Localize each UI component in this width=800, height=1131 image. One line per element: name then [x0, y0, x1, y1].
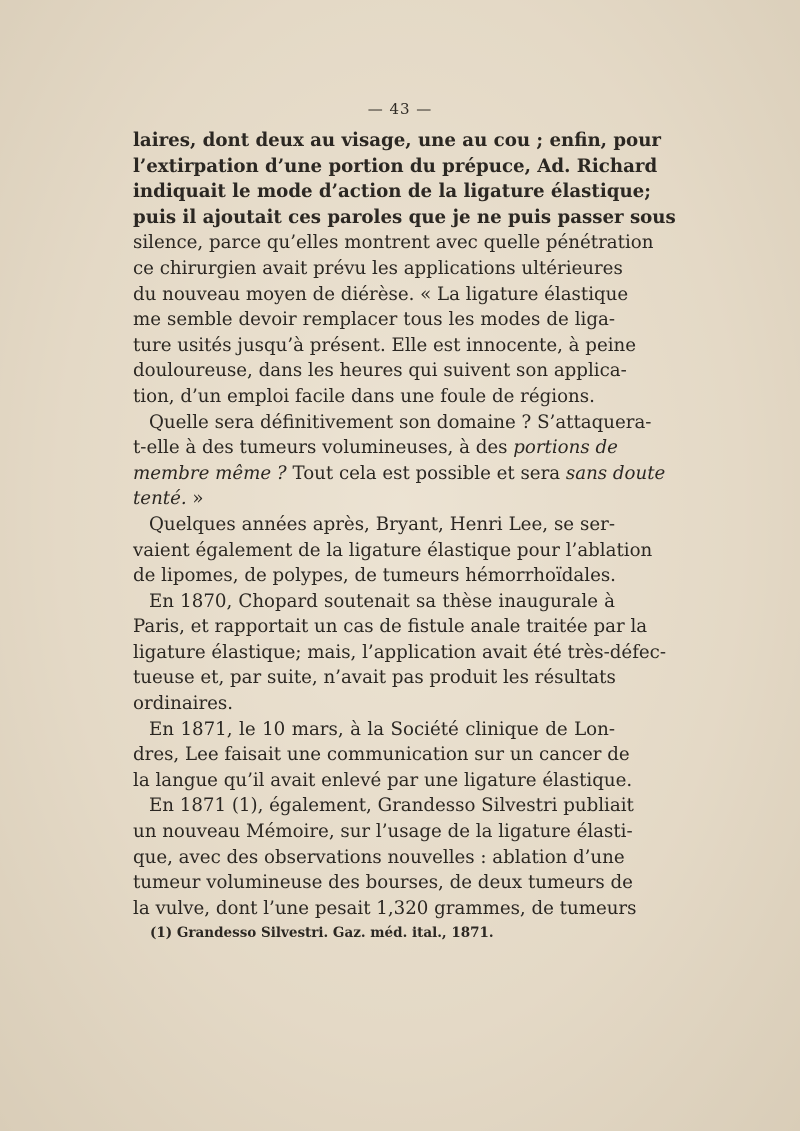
text-line — [133, 128, 661, 154]
text-line — [133, 512, 615, 538]
italic-text: membre même ? — [133, 462, 287, 484]
text-line — [133, 435, 618, 461]
line-text: un nouveau Mémoire, sur l’usage de la ligature élasti- — [133, 821, 633, 843]
line-text: tueuse et, par suite, n’avait pas produit les résultats — [133, 667, 616, 689]
text-line — [133, 793, 634, 819]
text-line — [133, 538, 653, 564]
line-text: la langue qu’il avait enlevé par une ligature élastique. — [133, 769, 633, 791]
line-text: tumeur volumineuse des bourses, de deux tumeurs de — [133, 872, 633, 894]
italic-text: sans doute — [565, 462, 666, 484]
line-text: En 1871, le 10 mars, à la Société clinique de Lon- — [149, 718, 615, 740]
text-line — [133, 333, 636, 359]
text-line — [133, 819, 633, 845]
line-text: ce chirurgien avait prévu les applications ultérieures — [133, 257, 623, 279]
text-line — [133, 358, 627, 384]
line-text: Paris, et rapportait un cas de fistule anale traitée par la — [133, 616, 648, 638]
line-text: ordinaires. — [133, 693, 234, 715]
text-line — [133, 384, 615, 410]
line-text: Quelle sera définitivement son domaine ? S’attaquera- — [149, 411, 652, 433]
line-text: que, avec des observations nouvelles : ablation d’une — [133, 846, 625, 868]
text-line — [133, 768, 633, 794]
text-line — [133, 896, 637, 922]
text-line — [133, 845, 625, 871]
line-text: puis il ajoutait ces paroles que je ne puis passer sous — [133, 206, 676, 228]
text-line — [133, 282, 629, 308]
body-text — [133, 128, 676, 921]
line-text: laires, dont deux au visage, une au cou ; enfin, pour — [133, 130, 661, 151]
line-text: tion, d’un emploi facile dans une foule de régions. — [133, 385, 595, 407]
line-text: Tout cela est possible et sera — [286, 462, 566, 484]
line-text: En 1871 (1), également, Grandesso Silvestri publiait — [149, 795, 634, 817]
text-line — [133, 563, 615, 589]
page-number: — 43 — — [367, 100, 433, 118]
footnote: (1) Grandesso Silvestri. Gaz. méd. ital., 1871. — [150, 925, 494, 941]
line-text: douloureuse, dans les heures qui suivent son applica- — [133, 360, 627, 382]
line-text: indiquait le mode d’action de la ligature élastique; — [133, 181, 651, 203]
text-line — [133, 461, 666, 487]
text-line — [133, 205, 676, 231]
text-line — [133, 486, 615, 512]
text-line — [133, 230, 654, 256]
text-line — [133, 307, 615, 333]
line-text: ture usités jusqu’à présent. Elle est innocente, à peine — [133, 334, 636, 356]
line-text: me semble devoir remplacer tous les modes de liga- — [133, 309, 615, 331]
line-text: Quelques années après, Bryant, Henri Lee, se ser- — [149, 513, 615, 535]
text-line — [133, 410, 652, 436]
text-line — [133, 742, 630, 768]
line-text: la vulve, dont l’une pesait 1,320 grammes, de tumeurs — [133, 897, 637, 919]
text-line — [133, 665, 615, 691]
line-text: de lipomes, de polypes, de tumeurs hémorrhoïdales. — [133, 565, 616, 587]
italic-text: portions de — [513, 437, 618, 459]
line-text: du nouveau moyen de diérèse. « La ligature élastique — [133, 283, 629, 305]
line-text: ligature élastique; mais, l’application avait été très-défec- — [133, 641, 667, 663]
text-line — [133, 870, 633, 896]
line-text: En 1870, Chopard soutenait sa thèse inaugurale à — [149, 590, 615, 612]
line-text: l’extirpation d’une portion du prépuce, Ad. Richard — [133, 155, 658, 177]
line-text: dres, Lee faisait une communication sur un cancer de — [133, 744, 630, 766]
line-text: » — [186, 488, 204, 510]
line-text: vaient également de la ligature élastique pour l’ablation — [133, 539, 653, 561]
text-line — [133, 589, 615, 615]
text-line — [133, 154, 658, 180]
line-text: t-elle à des tumeurs volumineuses, à des — [133, 437, 514, 459]
line-text: silence, parce qu’elles montrent avec quelle pénétration — [133, 232, 654, 254]
text-line — [133, 614, 648, 640]
text-line — [133, 691, 615, 717]
text-line — [133, 256, 623, 282]
text-line — [133, 640, 667, 666]
italic-text: tenté. — [133, 488, 187, 510]
text-line — [133, 179, 651, 205]
text-line — [133, 717, 615, 743]
